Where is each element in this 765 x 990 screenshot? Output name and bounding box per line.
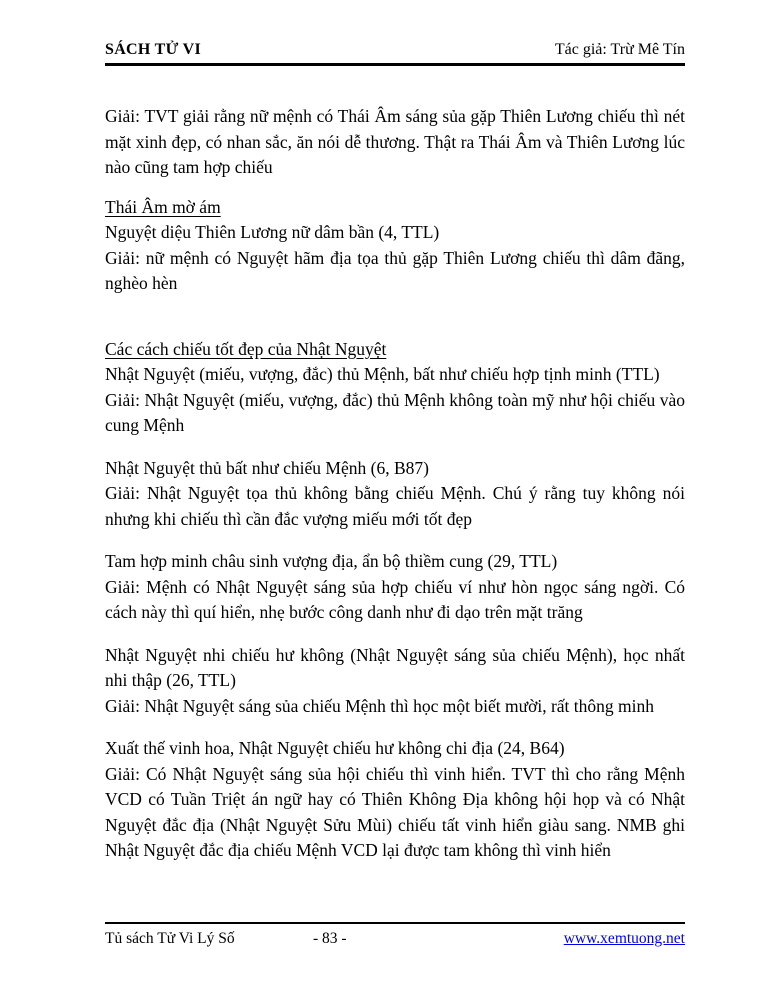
page-body (105, 66, 685, 864)
verse-xuat-the-vinh-hoa: Xuất thế vinh hoa, Nhật Nguyệt chiếu hư không chi địa (24, B64) (105, 738, 565, 758)
paragraph-giai-vinh-hien: Giải: Có Nhật Nguyệt sáng sủa hội chiếu thì vinh hiển. TVT thì cho rằng Mệnh VCD có Tuần Triệt án ngữ hay có Thiên Không Địa không hội họp và có Nhật Nguyệt đắc địa (Nhật Nguyệt Sửu Mùi) chiếu tất vinh hiển giàu sang. NMB ghi Nhật Nguyệt đắc địa chiếu Mệnh VCD lại được tam không thì vinh hiển (105, 763, 685, 860)
heading-thai-am-mo-am: Thái Âm mờ ám (105, 196, 221, 217)
verse-nhat-nguyet-nhi-chieu: Nhật Nguyệt nhi chiếu hư không (Nhật Nguyệt sáng sủa chiếu Mệnh), học nhất nhi thập (26, TTL) (105, 644, 685, 690)
page-footer (105, 922, 685, 948)
paragraph-giai-hoc-mot-biet-muoi: Giải: Nhật Nguyệt sáng sủa chiếu Mệnh thì học một biết mười, rất thông minh (105, 695, 654, 716)
paragraph-giai-nhat-nguyet-thu-menh: Giải: Nhật Nguyệt (miếu, vượng, đắc) thủ Mệnh không toàn mỹ như hội chiếu vào cung Mệnh (105, 389, 685, 435)
website-link[interactable]: www.xemtuong.net (563, 930, 685, 947)
verse-nhat-nguyet-thu-menh: Nhật Nguyệt (miếu, vượng, đắc) thủ Mệnh, bất như chiếu hợp tịnh minh (TTL) (105, 364, 660, 384)
paragraph-giai-nguyet-ham-dia: Giải: nữ mệnh có Nguyệt hãm địa tọa thủ gặp Thiên Lương chiếu thì dâm đãng, nghèo hèn (105, 247, 685, 293)
page-header (105, 0, 685, 66)
book-title: SÁCH TỬ VI (105, 41, 202, 58)
verse-nhat-nguyet-thu-bat-nhu: Nhật Nguyệt thủ bất như chiếu Mệnh (6, B87) (105, 457, 429, 478)
page-number: - 83 - (313, 930, 347, 947)
heading-cac-cach-chieu-tot-dep: Các cách chiếu tốt đẹp của Nhật Nguyệt (105, 338, 387, 359)
verse-nguyet-dieu-thien-luong: Nguyệt diệu Thiên Lương nữ dâm bần (4, TTL) (105, 222, 440, 242)
verse-tam-hop-minh-chau: Tam hợp minh châu sinh vượng địa, ẩn bộ thiềm cung (29, TTL) (105, 551, 558, 571)
series-title: Tủ sách Tử Vi Lý Số (105, 930, 235, 947)
paragraph-giai-thai-am-sang: Giải: TVT giải rằng nữ mệnh có Thái Âm sáng sủa gặp Thiên Lương chiếu thì nét mặt xinh đẹp, có nhan sắc, ăn nói dễ thương. Thật ra Thái Âm và Thiên Lương lúc nào cũng tam hợp chiếu (105, 106, 685, 177)
author-credit: Tác giả: Trừ Mê Tín (554, 41, 685, 58)
paragraph-giai-toa-thu: Giải: Nhật Nguyệt tọa thủ không bằng chiếu Mệnh. Chú ý rằng tuy không nói nhưng khi chiếu thì cần đắc vượng miếu mới tốt đẹp (105, 483, 685, 529)
paragraph-giai-hon-ngoc: Giải: Mệnh có Nhật Nguyệt sáng sủa hợp chiếu ví như hòn ngọc sáng ngời. Có cách này thì quí hiển, nhẹ bước công danh như đi dạo trên mặt trăng (105, 576, 685, 622)
